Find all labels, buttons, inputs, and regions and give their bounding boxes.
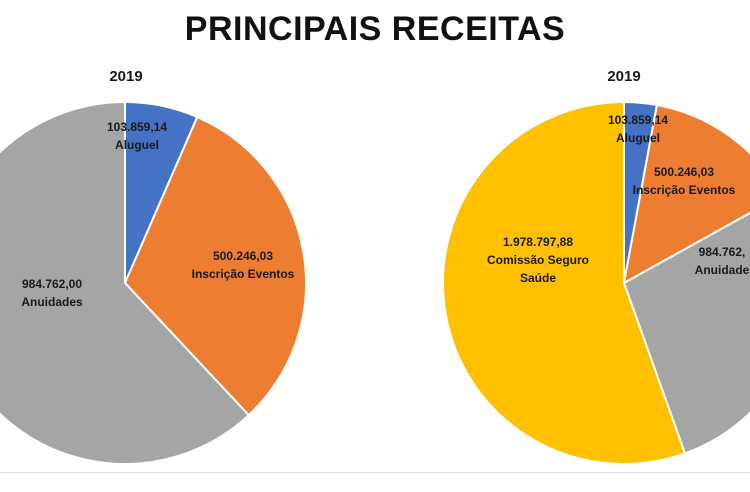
pie2-category-label-2: Anuidade <box>694 263 750 277</box>
pie2-value-label-3: 1.978.797,88 <box>502 235 574 249</box>
bottom-divider <box>0 472 750 473</box>
pie1-category-label-0: Aluguel <box>115 138 159 152</box>
pie1-category-label-2: Anuidades <box>21 295 83 309</box>
pie2-category-label-1: Inscrição Eventos <box>632 183 736 197</box>
chart-2-title: 2019 <box>607 68 641 85</box>
pie2-category-label-3: Comissão Seguro <box>486 253 590 267</box>
pie2-category-label-3-1: Saúde <box>519 271 557 285</box>
page-title: PRINCIPAIS RECEITAS <box>184 10 566 48</box>
pie1-value-label-2: 984.762,00 <box>21 277 83 291</box>
pie2-value-label-1: 500.246,03 <box>653 165 715 179</box>
pie2-value-label-0: 103.859,14 <box>607 113 669 127</box>
pie1-category-label-1: Inscrição Eventos <box>191 267 295 281</box>
pie2-value-label-2: 984.762, <box>698 245 746 259</box>
pie1-value-label-0: 103.859,14 <box>106 120 168 134</box>
pie2-category-label-0: Aluguel <box>616 131 660 145</box>
pie1-value-label-1: 500.246,03 <box>212 249 274 263</box>
chart-1-title: 2019 <box>109 68 143 85</box>
